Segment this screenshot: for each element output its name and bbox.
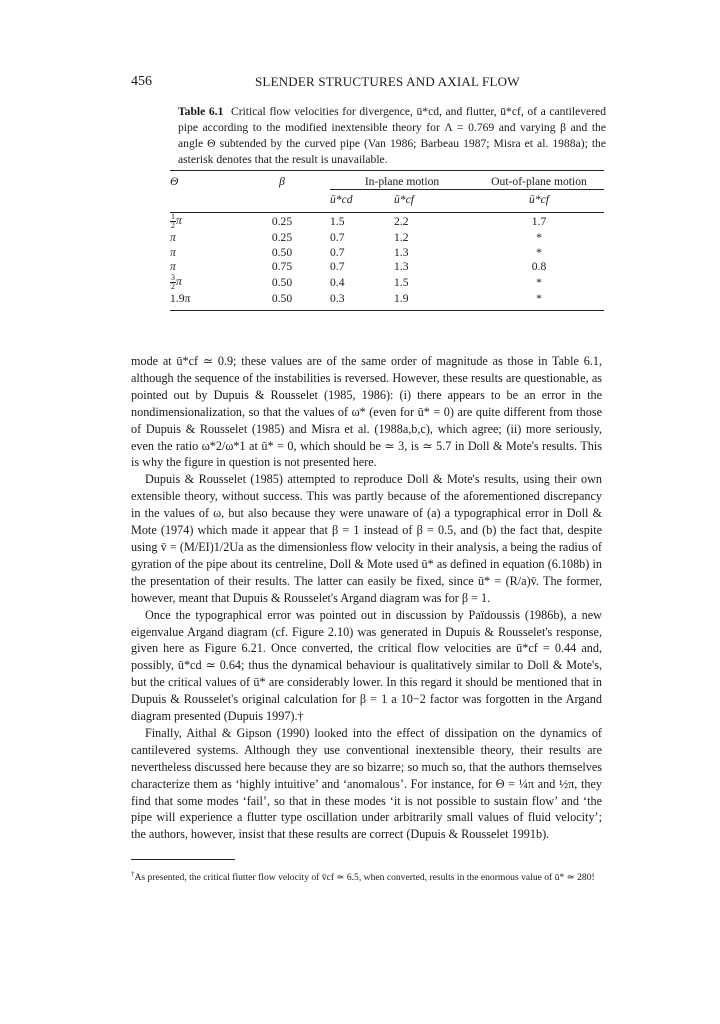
ucd-cell: 1.5	[330, 215, 345, 228]
paragraph-1: mode at ū*cf ≃ 0.9; these values are of the same order of magnitude as those in Table 6.1, although the sequence of the instabilities is reversed. However, these results are questionable, as pointed out by Dupuis & Rousselet (1985, 1986): (i) there appears to be an error in the nondimensionalization, so that the values of ω* (even for ū* = 0) are quite different from those of Dupuis & Rousselet (1985) and Misra et al. (1988a,b,c), which agree; (ii) more seriously, even the ratio ω*2/ω*1 at ū* = 0, which should be ≃ 3, is ≃ 5.7 in Doll & Mote's results. This is why the figure in question is not presented here.	[131, 354, 602, 470]
ucf-cell: 1.9	[394, 292, 409, 306]
oop-cell: 0.8	[531, 260, 547, 274]
header-in-plane: In-plane motion	[364, 174, 440, 188]
oop-cell: *	[536, 276, 542, 290]
table-row	[170, 274, 604, 291]
oop-cell: 1.7	[531, 215, 547, 228]
ucd-cell: 0.7	[330, 230, 345, 244]
table-row	[170, 230, 604, 245]
header-theta: Θ	[170, 174, 179, 188]
beta-cell: 0.50	[271, 245, 293, 259]
ucd-cell: 0.4	[330, 276, 345, 290]
theta-value: 1.9π	[170, 292, 191, 306]
table-row	[170, 213, 604, 231]
beta-cell: 0.25	[271, 230, 293, 244]
ucd-cell: 0.3	[330, 292, 345, 306]
footnote-marker: †	[131, 870, 135, 878]
page-number: 456	[131, 74, 152, 89]
critical-velocity-table	[170, 170, 604, 311]
running-title: SLENDER STRUCTURES AND AXIAL FLOW	[255, 74, 520, 89]
header-beta: β	[279, 174, 285, 188]
paragraph-2: Dupuis & Rousselet (1985) attempted to reproduce Doll & Mote's results, using their own extensible theory, without success. This was partly because of the aforementioned discrepancy in the values of ω, but also because they were unaware of (a) a typographical error in Doll & Mote (1974) which made it appear that β = 1 instead of β = 0.5, and (b) the fact that, despite using v̄ = (M/EI)1/2Ua as the dimensionless flow velocity in their analysis, a being the radius of gyration of the pipe about its centreline, Doll & Mote used ū* as defined in equation (6.108b) in the presentation of their results. The latter can easily be fixed, since ū* = (R/a)v̄. The former, however, meant that Dupuis & Rousselet's Argand diagram was for β = 1.	[131, 472, 602, 605]
ucf-cell: 2.2	[394, 215, 409, 228]
theta-value: π	[176, 275, 182, 289]
table-row	[170, 291, 604, 306]
beta-cell: 0.25	[271, 215, 293, 228]
beta-cell: 0.50	[271, 292, 293, 306]
theta-fraction: $\frac{1}{2}$	[171, 212, 175, 230]
beta-cell: 0.50	[271, 276, 293, 290]
ucd-cell: 0.7	[330, 260, 345, 274]
theta-fraction: $\frac{3}{2}$	[171, 273, 175, 292]
table-row	[170, 245, 604, 260]
table-subheader-row	[170, 190, 604, 209]
body-text	[131, 353, 602, 843]
subheader-ucd: ū*cd	[330, 190, 394, 209]
table-header-row	[170, 173, 604, 190]
table-label: Table 6.1	[178, 105, 224, 118]
oop-cell: *	[536, 292, 542, 306]
running-head	[131, 74, 601, 92]
ucf-cell: 1.5	[394, 276, 409, 290]
paragraph-4: Finally, Aithal & Gipson (1990) looked into the effect of dissipation on the dynamics of cantilevered systems. Although they use conventional inextensible theory, their results are nevertheless discussed here because they are so bizarre; so much so, that the authors themselves characterize them as ‘highly intuitive’ and ‘anomalous’. For instance, for Θ = ¼π and ½π, they find that some modes ‘fail’, so that in these modes ‘it is not possible to sustain flow’ and ‘the pipe will experience a flutter type oscillation under arbitrarily small values of fluid velocity’; the authors, however, insist that these results are correct (Dupuis & Rousselet 1991b).	[131, 725, 602, 842]
oop-cell: *	[536, 230, 542, 244]
beta-cell: 0.75	[271, 260, 293, 274]
footnote-text: As presented, the critical flutter flow velocity of v̄cf ≃ 6.5, when converted, results in the enormous value of ū* ≃ 280!	[134, 872, 595, 884]
theta-value: π	[170, 230, 176, 244]
paragraph-3: Once the typographical error was pointed out in discussion by Païdoussis (1986b), a new eigenvalue Argand diagram (cf. Figure 2.10) was generated in Dupuis & Rousselet's response, given here as Figure 6.21. Once converted, the critical flow velocities are ū*cf = 0.44 and, possibly, ū*cd ≃ 0.64; thus the dynamical behaviour is qualitatively similar to Doll & Mote's, but the critical values of ū* are considerably lower. In this regard it should be mentioned that in Dupuis & Rousselet's original calculation for β = 1 a 10−2 factor was forgotten in the Argand diagram presented (Dupuis 1997).†	[131, 607, 602, 724]
table-caption	[178, 104, 606, 168]
footnote-rule	[131, 859, 235, 860]
ucd-cell: 0.7	[330, 245, 345, 259]
table-caption-text: Critical flow velocities for divergence, ū*cd, and flutter, ū*cf, of a cantilevered pipe according to the modified inextensible theory for Λ = 0.769 and varying β and the angle Θ subtended by the curved pipe (Van 1986; Barbeau 1987; Misra et al. 1988a); the asterisk denotes that the result is unavailable.	[178, 105, 606, 166]
subheader-ucf-oop: ū*cf	[474, 190, 604, 209]
header-out-of-plane: Out-of-plane motion	[491, 174, 587, 188]
footnote	[131, 867, 602, 885]
ucf-cell: 1.2	[394, 230, 409, 244]
theta-value: π	[176, 214, 182, 228]
subheader-ucf: ū*cf	[394, 190, 474, 209]
ucf-cell: 1.3	[394, 260, 409, 274]
table-row	[170, 260, 604, 275]
oop-cell: *	[536, 245, 542, 259]
theta-value: π	[170, 245, 176, 259]
ucf-cell: 1.3	[394, 245, 409, 259]
theta-value: π	[170, 260, 176, 274]
